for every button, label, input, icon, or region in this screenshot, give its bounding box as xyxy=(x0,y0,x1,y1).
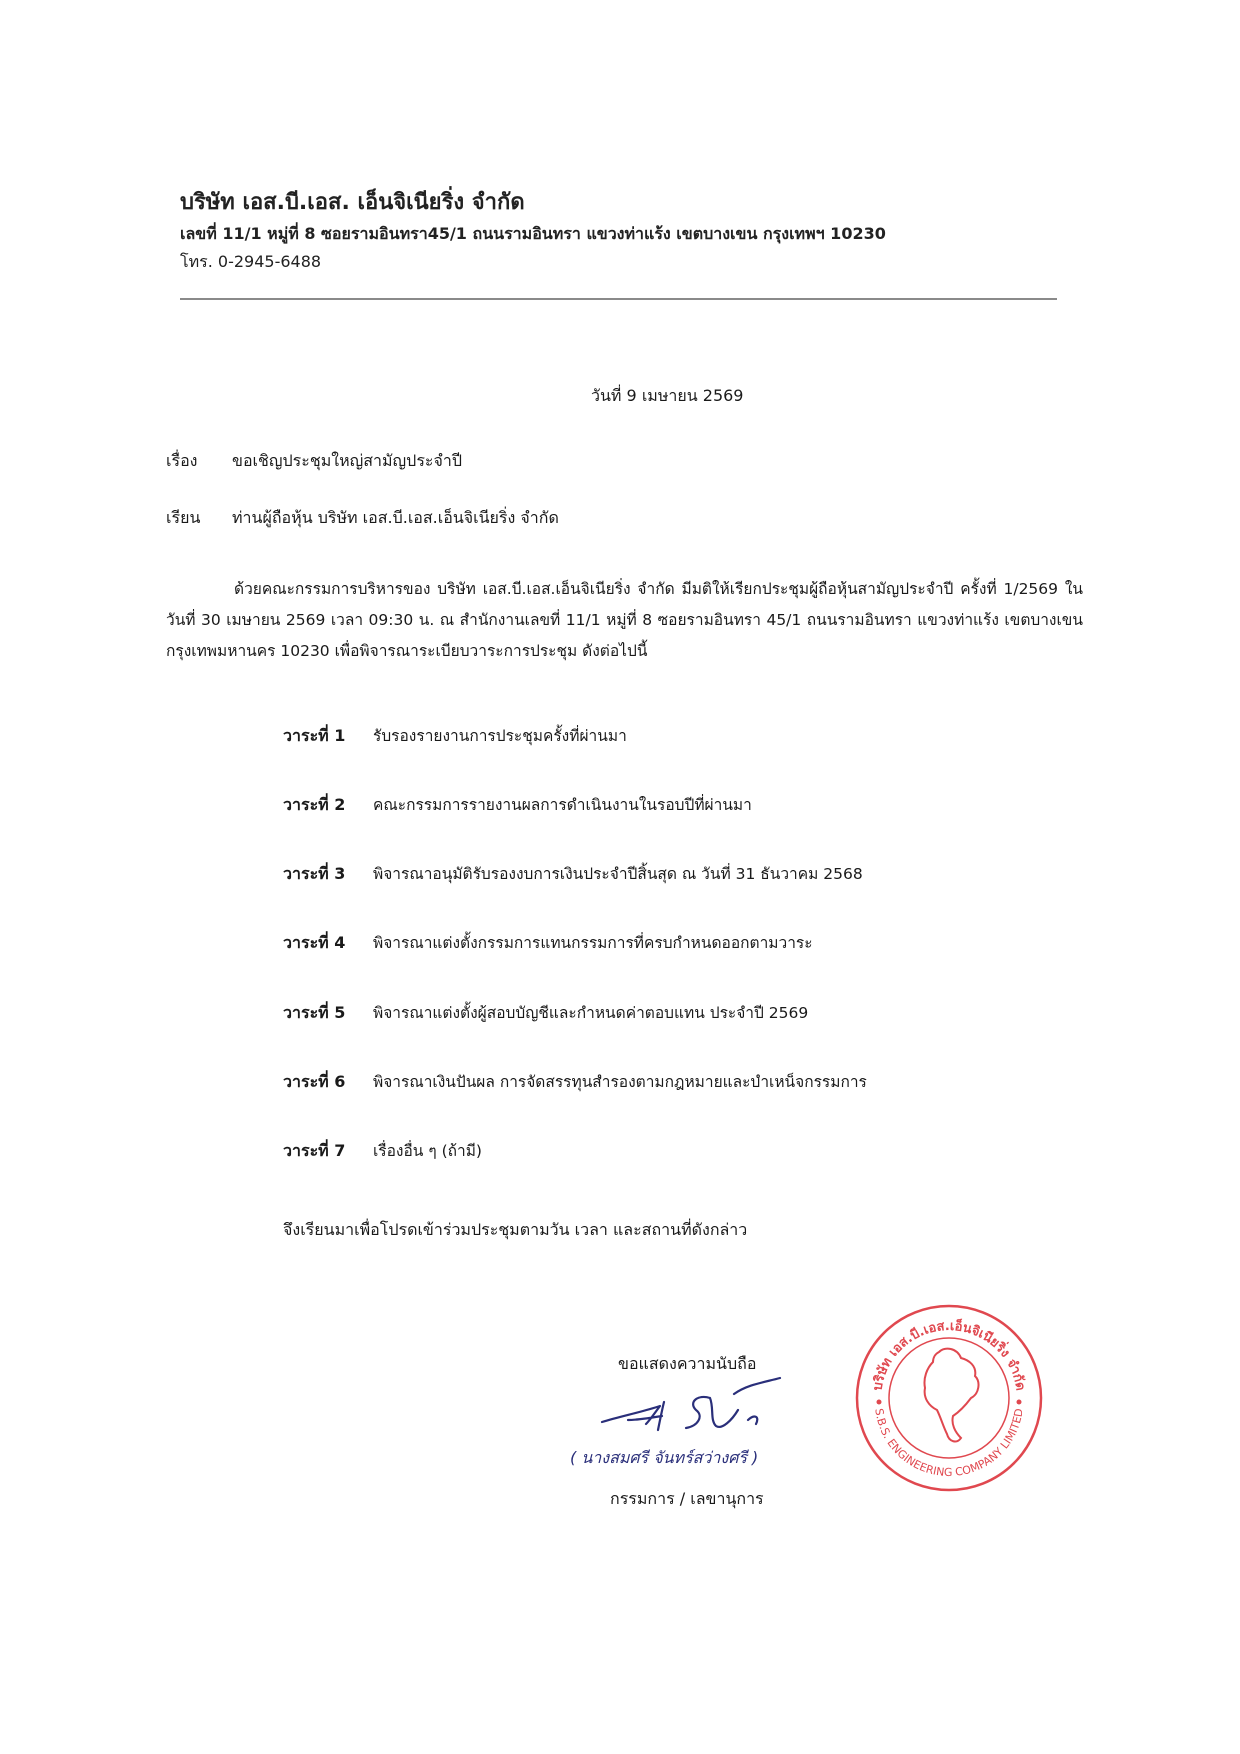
letter-date: วันที่ 9 เมษายน 2569 xyxy=(591,386,744,405)
header-divider xyxy=(180,298,1057,300)
seal-text-bottom: S.B.S. ENGINEERING COMPANY LIMITED xyxy=(872,1407,1026,1480)
agenda-label: วาระที่ 4 xyxy=(283,933,346,952)
agenda-item xyxy=(283,1069,867,1095)
agenda-label: วาระที่ 1 xyxy=(283,726,346,745)
recipient-text: ท่านผู้ถือหุ้น บริษัท เอส.บี.เอส.เอ็นจิเนียริ่ง จำกัด xyxy=(232,508,559,527)
subject-label: เรื่อง xyxy=(166,451,198,470)
agenda-text: คณะกรรมการรายงานผลการดำเนินงานในรอบปีที่ผ่านมา xyxy=(373,796,752,814)
agenda-label: วาระที่ 5 xyxy=(283,1003,346,1022)
agenda-item xyxy=(283,861,863,887)
agenda-text: เรื่องอื่น ๆ (ถ้ามี) xyxy=(373,1142,482,1160)
agenda-item xyxy=(283,723,627,749)
subject-text: ขอเชิญประชุมใหญ่สามัญประจำปี xyxy=(232,451,463,470)
closing-sentence: จึงเรียนมาเพื่อโปรดเข้าร่วมประชุมตามวัน เวลา และสถานที่ดังกล่าว xyxy=(283,1220,748,1239)
agenda-text: พิจารณาเงินปันผล การจัดสรรทุนสำรองตามกฎหมายและบำเหน็จกรรมการ xyxy=(373,1073,867,1091)
agenda-label: วาระที่ 6 xyxy=(283,1072,346,1091)
company-address: เลขที่ 11/1 หมู่ที่ 8 ซอยรามอินทรา45/1 ถนนรามอินทรา แขวงท่าแร้ง เขตบางเขน กรุงเทพฯ 10230 xyxy=(180,224,886,243)
agenda-item xyxy=(283,930,813,956)
agenda-text: พิจารณาแต่งตั้งกรรมการแทนกรรมการที่ครบกำหนดออกตามวาระ xyxy=(373,934,813,952)
agenda-text: พิจารณาแต่งตั้งผู้สอบบัญชีและกำหนดค่าตอบแทน ประจำปี 2569 xyxy=(373,1004,809,1022)
regards-text: ขอแสดงความนับถือ xyxy=(618,1354,757,1373)
seal-text-top: บริษัท เอส.บี.เอส.เอ็นจิเนียริ่ง จำกัด xyxy=(870,1318,1028,1392)
agenda-text: รับรองรายงานการประชุมครั้งที่ผ่านมา xyxy=(373,727,627,745)
signer-title: กรรมการ / เลขานุการ xyxy=(610,1489,764,1508)
recipient-label: เรียน xyxy=(166,508,201,527)
svg-text:บริษัท เอส.บี.เอส.เอ็นจิเนียริ xyxy=(870,1316,1027,1391)
company-phone: โทร. 0-2945-6488 xyxy=(180,252,322,271)
agenda-item xyxy=(283,1138,482,1164)
agenda-label: วาระที่ 3 xyxy=(283,864,346,883)
company-name: บริษัท เอส.บี.เอส. เอ็นจิเนียริ่ง จำกัด xyxy=(180,190,525,215)
intro-paragraph: ด้วยคณะกรรมการบริหารของ บริษัท เอส.บี.เอส.เอ็นจิเนียริ่ง จำกัด มีมติให้เรียกประชุมผู้ถือหุ้นสามัญประจำปี ครั้งที่ 1/2569 ในวันที่ 30 เมษายน 2569 เวลา 09:30 น. ณ สำนักงานเลขที่ 11/1 หมู่ที่ 8 ซอยรามอินทรา 45/1 ถนนรามอินทรา แขวงท่าแร้ง เขตบางเขน กรุงเทพมหานคร 10230 เพื่อพิจารณาระเบียบวาระการประชุม ดังต่อไปนี้ xyxy=(166,580,1083,660)
svg-text:S.B.S. ENGINEERING COMPANY LIM xyxy=(872,1408,1025,1480)
agenda-label: วาระที่ 7 xyxy=(283,1141,346,1160)
handwritten-signature xyxy=(598,1376,788,1438)
agenda-item xyxy=(283,792,752,818)
agenda-label: วาระที่ 2 xyxy=(283,795,346,814)
agenda-text: พิจารณาอนุมัติรับรองงบการเงินประจำปีสิ้นสุด ณ วันที่ 31 ธันวาคม 2568 xyxy=(373,865,863,883)
company-seal-icon xyxy=(853,1302,1045,1494)
recipient-line xyxy=(166,506,559,531)
signer-name: ( นางสมศรี จันทร์สว่างศรี ) xyxy=(570,1448,759,1467)
subject-line xyxy=(166,449,462,474)
agenda-item xyxy=(283,1000,808,1026)
